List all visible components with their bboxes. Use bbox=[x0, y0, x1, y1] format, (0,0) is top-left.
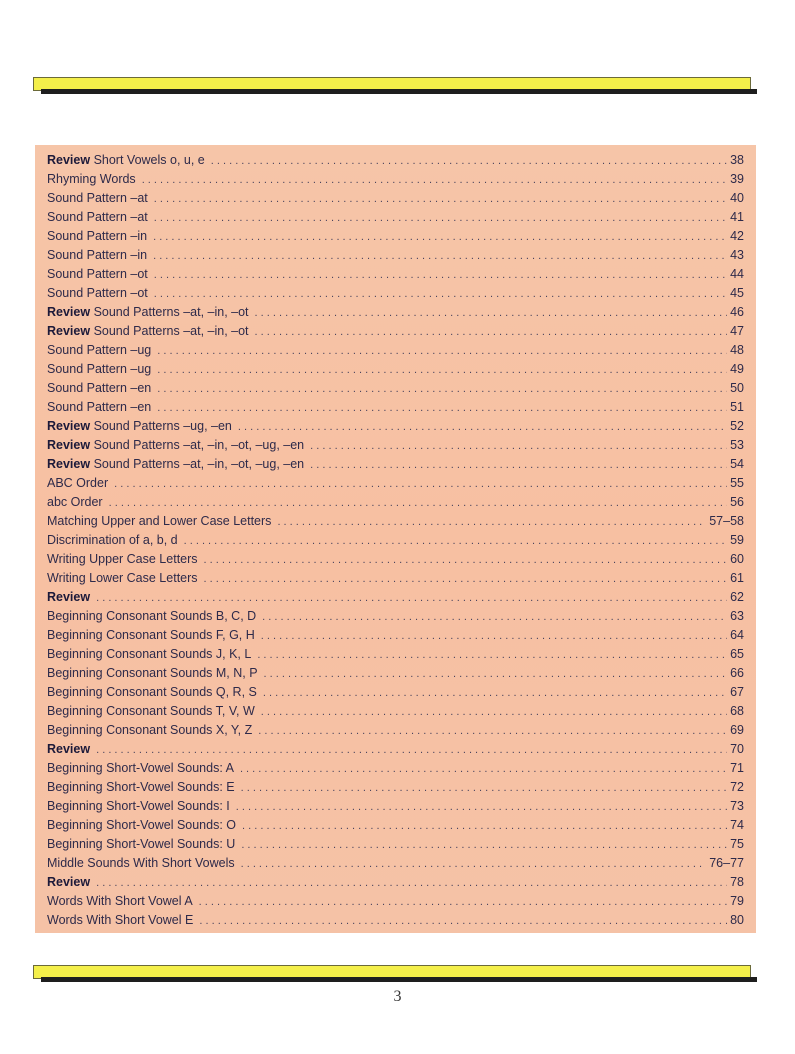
dot-leader bbox=[157, 399, 727, 418]
dot-leader bbox=[157, 361, 727, 380]
toc-entry-title bbox=[47, 436, 304, 455]
toc-entry-page: 39 bbox=[730, 172, 744, 186]
dot-leader bbox=[199, 893, 727, 912]
toc-entry bbox=[47, 569, 744, 588]
toc-entry-page: 56 bbox=[730, 495, 744, 509]
toc-entry-title bbox=[47, 626, 255, 645]
toc-entry-page: 64 bbox=[730, 628, 744, 642]
dot-leader bbox=[277, 513, 706, 532]
toc-entry-page: 66 bbox=[730, 666, 744, 680]
toc-entry-title bbox=[47, 550, 198, 569]
toc-entry-bold-label: Review bbox=[47, 457, 91, 471]
toc-entry-page: 42 bbox=[730, 229, 744, 243]
dot-leader bbox=[255, 304, 728, 323]
toc-entry-text: Beginning Short-Vowel Sounds: O bbox=[47, 818, 237, 832]
dot-leader bbox=[261, 627, 727, 646]
toc-entry-text: Words With Short Vowel A bbox=[47, 894, 193, 908]
toc-entry-text: Sound Pattern –in bbox=[47, 229, 148, 243]
dot-leader bbox=[184, 532, 727, 551]
toc-entry-bold-label: Review bbox=[47, 153, 91, 167]
toc-entry-text: Sound Pattern –ot bbox=[47, 286, 148, 300]
dot-leader bbox=[240, 760, 727, 779]
toc-entry-page: 74 bbox=[730, 818, 744, 832]
toc-entry-title bbox=[47, 835, 235, 854]
toc-entry-title bbox=[47, 208, 148, 227]
toc-entry-title bbox=[47, 531, 178, 550]
toc-entry bbox=[47, 474, 744, 493]
toc-entry-title bbox=[47, 740, 90, 759]
toc-entry-bold-label: Review bbox=[47, 438, 91, 452]
toc-entry bbox=[47, 455, 744, 474]
toc-entry bbox=[47, 341, 744, 360]
toc-entry-text: Beginning Consonant Sounds J, K, L bbox=[47, 647, 252, 661]
toc-entry-text: Beginning Short-Vowel Sounds: I bbox=[47, 799, 230, 813]
toc-entry bbox=[47, 208, 744, 227]
toc-entry bbox=[47, 873, 744, 892]
dot-leader bbox=[204, 570, 728, 589]
toc-entry-page: 67 bbox=[730, 685, 744, 699]
toc-entry bbox=[47, 151, 744, 170]
toc-entry-title bbox=[47, 854, 235, 873]
toc-entry-page: 70 bbox=[730, 742, 744, 756]
toc-entry bbox=[47, 778, 744, 797]
toc-entry-page: 62 bbox=[730, 590, 744, 604]
toc-entry bbox=[47, 379, 744, 398]
toc-entry-page: 69 bbox=[730, 723, 744, 737]
dot-leader bbox=[96, 741, 727, 760]
toc-entry-title bbox=[47, 151, 205, 170]
dot-leader bbox=[258, 722, 727, 741]
top-bar-shadow bbox=[41, 89, 757, 94]
toc-entry-title bbox=[47, 588, 90, 607]
toc-entry-bold-label: Review bbox=[47, 305, 91, 319]
toc-entry-title bbox=[47, 417, 232, 436]
toc-entry-title bbox=[47, 341, 151, 360]
dot-leader bbox=[154, 209, 727, 228]
toc-entry-page: 65 bbox=[730, 647, 744, 661]
toc-entry-text: Beginning Consonant Sounds X, Y, Z bbox=[47, 723, 253, 737]
toc-entry-page: 47 bbox=[730, 324, 744, 338]
toc-entry-title bbox=[47, 189, 148, 208]
dot-leader bbox=[310, 437, 727, 456]
toc-entry-title bbox=[47, 892, 193, 911]
toc-entry-page: 40 bbox=[730, 191, 744, 205]
toc-entry-title bbox=[47, 303, 249, 322]
toc-entry-text: Beginning Consonant Sounds T, V, W bbox=[47, 704, 255, 718]
toc-entry-title bbox=[47, 664, 258, 683]
toc-entry-title bbox=[47, 227, 147, 246]
toc-entry-title bbox=[47, 645, 251, 664]
toc-entry-text: Sound Pattern –en bbox=[47, 381, 152, 395]
toc-entry bbox=[47, 246, 744, 265]
toc-entry bbox=[47, 797, 744, 816]
toc-entry-text: Words With Short Vowel E bbox=[47, 913, 194, 927]
toc-entry-text: Beginning Consonant Sounds M, N, P bbox=[47, 666, 258, 680]
toc-entry-title bbox=[47, 911, 193, 930]
toc-entry-title bbox=[47, 284, 148, 303]
toc-entry-page: 52 bbox=[730, 419, 744, 433]
toc-entry-text: Beginning Consonant Sounds B, C, D bbox=[47, 609, 257, 623]
toc-entry bbox=[47, 303, 744, 322]
toc-entry bbox=[47, 835, 744, 854]
toc-entry bbox=[47, 607, 744, 626]
dot-leader bbox=[157, 380, 727, 399]
toc-entry-page: 71 bbox=[730, 761, 744, 775]
toc-entry-bold-label: Review bbox=[47, 324, 91, 338]
toc-entry bbox=[47, 398, 744, 417]
toc-entry bbox=[47, 227, 744, 246]
dot-leader bbox=[154, 285, 727, 304]
dot-leader bbox=[263, 684, 727, 703]
toc-entry-text: ABC Order bbox=[47, 476, 109, 490]
toc-entry-page: 73 bbox=[730, 799, 744, 813]
toc-entry-title bbox=[47, 721, 252, 740]
toc-entry-text: Beginning Short-Vowel Sounds: A bbox=[47, 761, 234, 775]
toc-entry-page: 80 bbox=[730, 913, 744, 927]
toc-entry-text: Writing Upper Case Letters bbox=[47, 552, 198, 566]
toc-entry bbox=[47, 512, 744, 531]
dot-leader bbox=[310, 456, 727, 475]
toc-entry-page: 54 bbox=[730, 457, 744, 471]
toc-entry-bold-label: Review bbox=[47, 875, 91, 889]
toc-entry-text: Sound Pattern –ot bbox=[47, 267, 148, 281]
dot-leader bbox=[255, 323, 728, 342]
toc-list bbox=[47, 151, 744, 930]
toc-entry-page: 45 bbox=[730, 286, 744, 300]
dot-leader bbox=[236, 798, 727, 817]
toc-entry-page: 43 bbox=[730, 248, 744, 262]
toc-entry bbox=[47, 265, 744, 284]
toc-entry-text: Sound Patterns –at, –in, –ot, –ug, –en bbox=[90, 457, 305, 471]
toc-entry bbox=[47, 493, 744, 512]
toc-entry bbox=[47, 626, 744, 645]
dot-leader bbox=[264, 665, 728, 684]
dot-leader bbox=[204, 551, 728, 570]
toc-entry-title bbox=[47, 246, 147, 265]
toc-entry-text: Matching Upper and Lower Case Letters bbox=[47, 514, 272, 528]
dot-leader bbox=[142, 171, 727, 190]
toc-entry bbox=[47, 170, 744, 189]
toc-entry bbox=[47, 588, 744, 607]
bottom-bar-shadow bbox=[41, 977, 757, 982]
dot-leader bbox=[154, 190, 727, 209]
dot-leader bbox=[154, 266, 727, 285]
dot-leader bbox=[241, 779, 727, 798]
toc-entry-text: Beginning Consonant Sounds F, G, H bbox=[47, 628, 255, 642]
toc-entry-page: 46 bbox=[730, 305, 744, 319]
toc-entry-text: Sound Patterns –at, –in, –ot, –ug, –en bbox=[90, 438, 305, 452]
toc-entry-text: Writing Lower Case Letters bbox=[47, 571, 198, 585]
toc-entry-page: 59 bbox=[730, 533, 744, 547]
toc-entry bbox=[47, 531, 744, 550]
table-of-contents-panel bbox=[35, 145, 756, 933]
toc-entry bbox=[47, 816, 744, 835]
dot-leader bbox=[261, 703, 727, 722]
toc-entry-text: Discrimination of a, b, d bbox=[47, 533, 178, 547]
toc-entry-title bbox=[47, 512, 271, 531]
toc-entry-title bbox=[47, 873, 90, 892]
toc-entry-page: 68 bbox=[730, 704, 744, 718]
toc-entry-text: Sound Pattern –at bbox=[47, 191, 148, 205]
toc-entry bbox=[47, 759, 744, 778]
toc-entry-page: 63 bbox=[730, 609, 744, 623]
toc-entry-page: 57–58 bbox=[709, 514, 744, 528]
dot-leader bbox=[153, 247, 727, 266]
dot-leader bbox=[114, 475, 727, 494]
dot-leader bbox=[262, 608, 727, 627]
toc-entry-page: 38 bbox=[730, 153, 744, 167]
toc-entry bbox=[47, 417, 744, 436]
toc-entry bbox=[47, 702, 744, 721]
toc-entry-title bbox=[47, 759, 234, 778]
toc-entry-title bbox=[47, 816, 236, 835]
toc-entry-title bbox=[47, 455, 304, 474]
toc-entry-text: Sound Pattern –en bbox=[47, 400, 152, 414]
dot-leader bbox=[153, 228, 727, 247]
toc-entry-page: 51 bbox=[730, 400, 744, 414]
toc-entry-title bbox=[47, 322, 249, 341]
toc-entry-title bbox=[47, 797, 230, 816]
toc-entry-page: 44 bbox=[730, 267, 744, 281]
dot-leader bbox=[96, 874, 727, 893]
toc-entry-title bbox=[47, 607, 256, 626]
toc-entry-page: 60 bbox=[730, 552, 744, 566]
top-decorative-bar bbox=[33, 77, 755, 96]
toc-entry bbox=[47, 721, 744, 740]
toc-entry-title bbox=[47, 265, 148, 284]
toc-entry bbox=[47, 911, 744, 930]
toc-entry bbox=[47, 664, 744, 683]
toc-entry-title bbox=[47, 474, 108, 493]
toc-entry-text: Sound Patterns –at, –in, –ot bbox=[90, 305, 249, 319]
toc-entry-page: 76–77 bbox=[709, 856, 744, 870]
toc-entry bbox=[47, 436, 744, 455]
toc-entry bbox=[47, 284, 744, 303]
toc-entry-text: Sound Patterns –ug, –en bbox=[90, 419, 232, 433]
dot-leader bbox=[211, 152, 727, 171]
toc-entry-page: 75 bbox=[730, 837, 744, 851]
toc-entry-text: Middle Sounds With Short Vowels bbox=[47, 856, 235, 870]
toc-entry-page: 50 bbox=[730, 381, 744, 395]
toc-entry-text: Sound Pattern –ug bbox=[47, 343, 152, 357]
dot-leader bbox=[238, 418, 727, 437]
toc-entry-bold-label: Review bbox=[47, 419, 91, 433]
toc-entry-title bbox=[47, 379, 151, 398]
toc-entry-text: Rhyming Words bbox=[47, 172, 136, 186]
toc-entry-title bbox=[47, 493, 103, 512]
toc-entry-text: abc Order bbox=[47, 495, 103, 509]
toc-entry-text: Sound Pattern –ug bbox=[47, 362, 152, 376]
toc-entry-title bbox=[47, 170, 136, 189]
toc-entry bbox=[47, 683, 744, 702]
toc-entry-text: Beginning Short-Vowel Sounds: U bbox=[47, 837, 236, 851]
toc-entry bbox=[47, 892, 744, 911]
toc-entry-page: 79 bbox=[730, 894, 744, 908]
toc-entry bbox=[47, 322, 744, 341]
dot-leader bbox=[109, 494, 728, 513]
dot-leader bbox=[242, 817, 727, 836]
toc-entry-bold-label: Review bbox=[47, 590, 91, 604]
toc-entry bbox=[47, 645, 744, 664]
toc-entry bbox=[47, 550, 744, 569]
toc-entry bbox=[47, 189, 744, 208]
toc-entry-text: Beginning Consonant Sounds Q, R, S bbox=[47, 685, 257, 699]
toc-entry-page: 78 bbox=[730, 875, 744, 889]
toc-entry-page: 41 bbox=[730, 210, 744, 224]
dot-leader bbox=[199, 912, 727, 931]
dot-leader bbox=[157, 342, 727, 361]
page-number: 3 bbox=[393, 988, 402, 1005]
toc-entry-text: Beginning Short-Vowel Sounds: E bbox=[47, 780, 235, 794]
toc-entry-text: Sound Patterns –at, –in, –ot bbox=[90, 324, 249, 338]
toc-entry-text: Sound Pattern –in bbox=[47, 248, 148, 262]
dot-leader bbox=[257, 646, 727, 665]
toc-entry-title bbox=[47, 778, 235, 797]
toc-entry-text: Sound Pattern –at bbox=[47, 210, 148, 224]
toc-entry-page: 55 bbox=[730, 476, 744, 490]
toc-entry-title bbox=[47, 360, 151, 379]
toc-entry-title bbox=[47, 702, 255, 721]
toc-entry-page: 49 bbox=[730, 362, 744, 376]
toc-entry bbox=[47, 740, 744, 759]
toc-entry bbox=[47, 854, 744, 873]
toc-entry-page: 48 bbox=[730, 343, 744, 357]
dot-leader bbox=[241, 855, 707, 874]
toc-entry-page: 72 bbox=[730, 780, 744, 794]
bottom-decorative-bar bbox=[33, 965, 755, 984]
toc-entry-text: Short Vowels o, u, e bbox=[90, 153, 205, 167]
toc-entry-title bbox=[47, 683, 257, 702]
dot-leader bbox=[96, 589, 727, 608]
toc-entry-page: 61 bbox=[730, 571, 744, 585]
toc-entry bbox=[47, 360, 744, 379]
toc-entry-bold-label: Review bbox=[47, 742, 91, 756]
dot-leader bbox=[241, 836, 727, 855]
toc-entry-title bbox=[47, 398, 151, 417]
toc-entry-page: 53 bbox=[730, 438, 744, 452]
toc-entry-title bbox=[47, 569, 198, 588]
